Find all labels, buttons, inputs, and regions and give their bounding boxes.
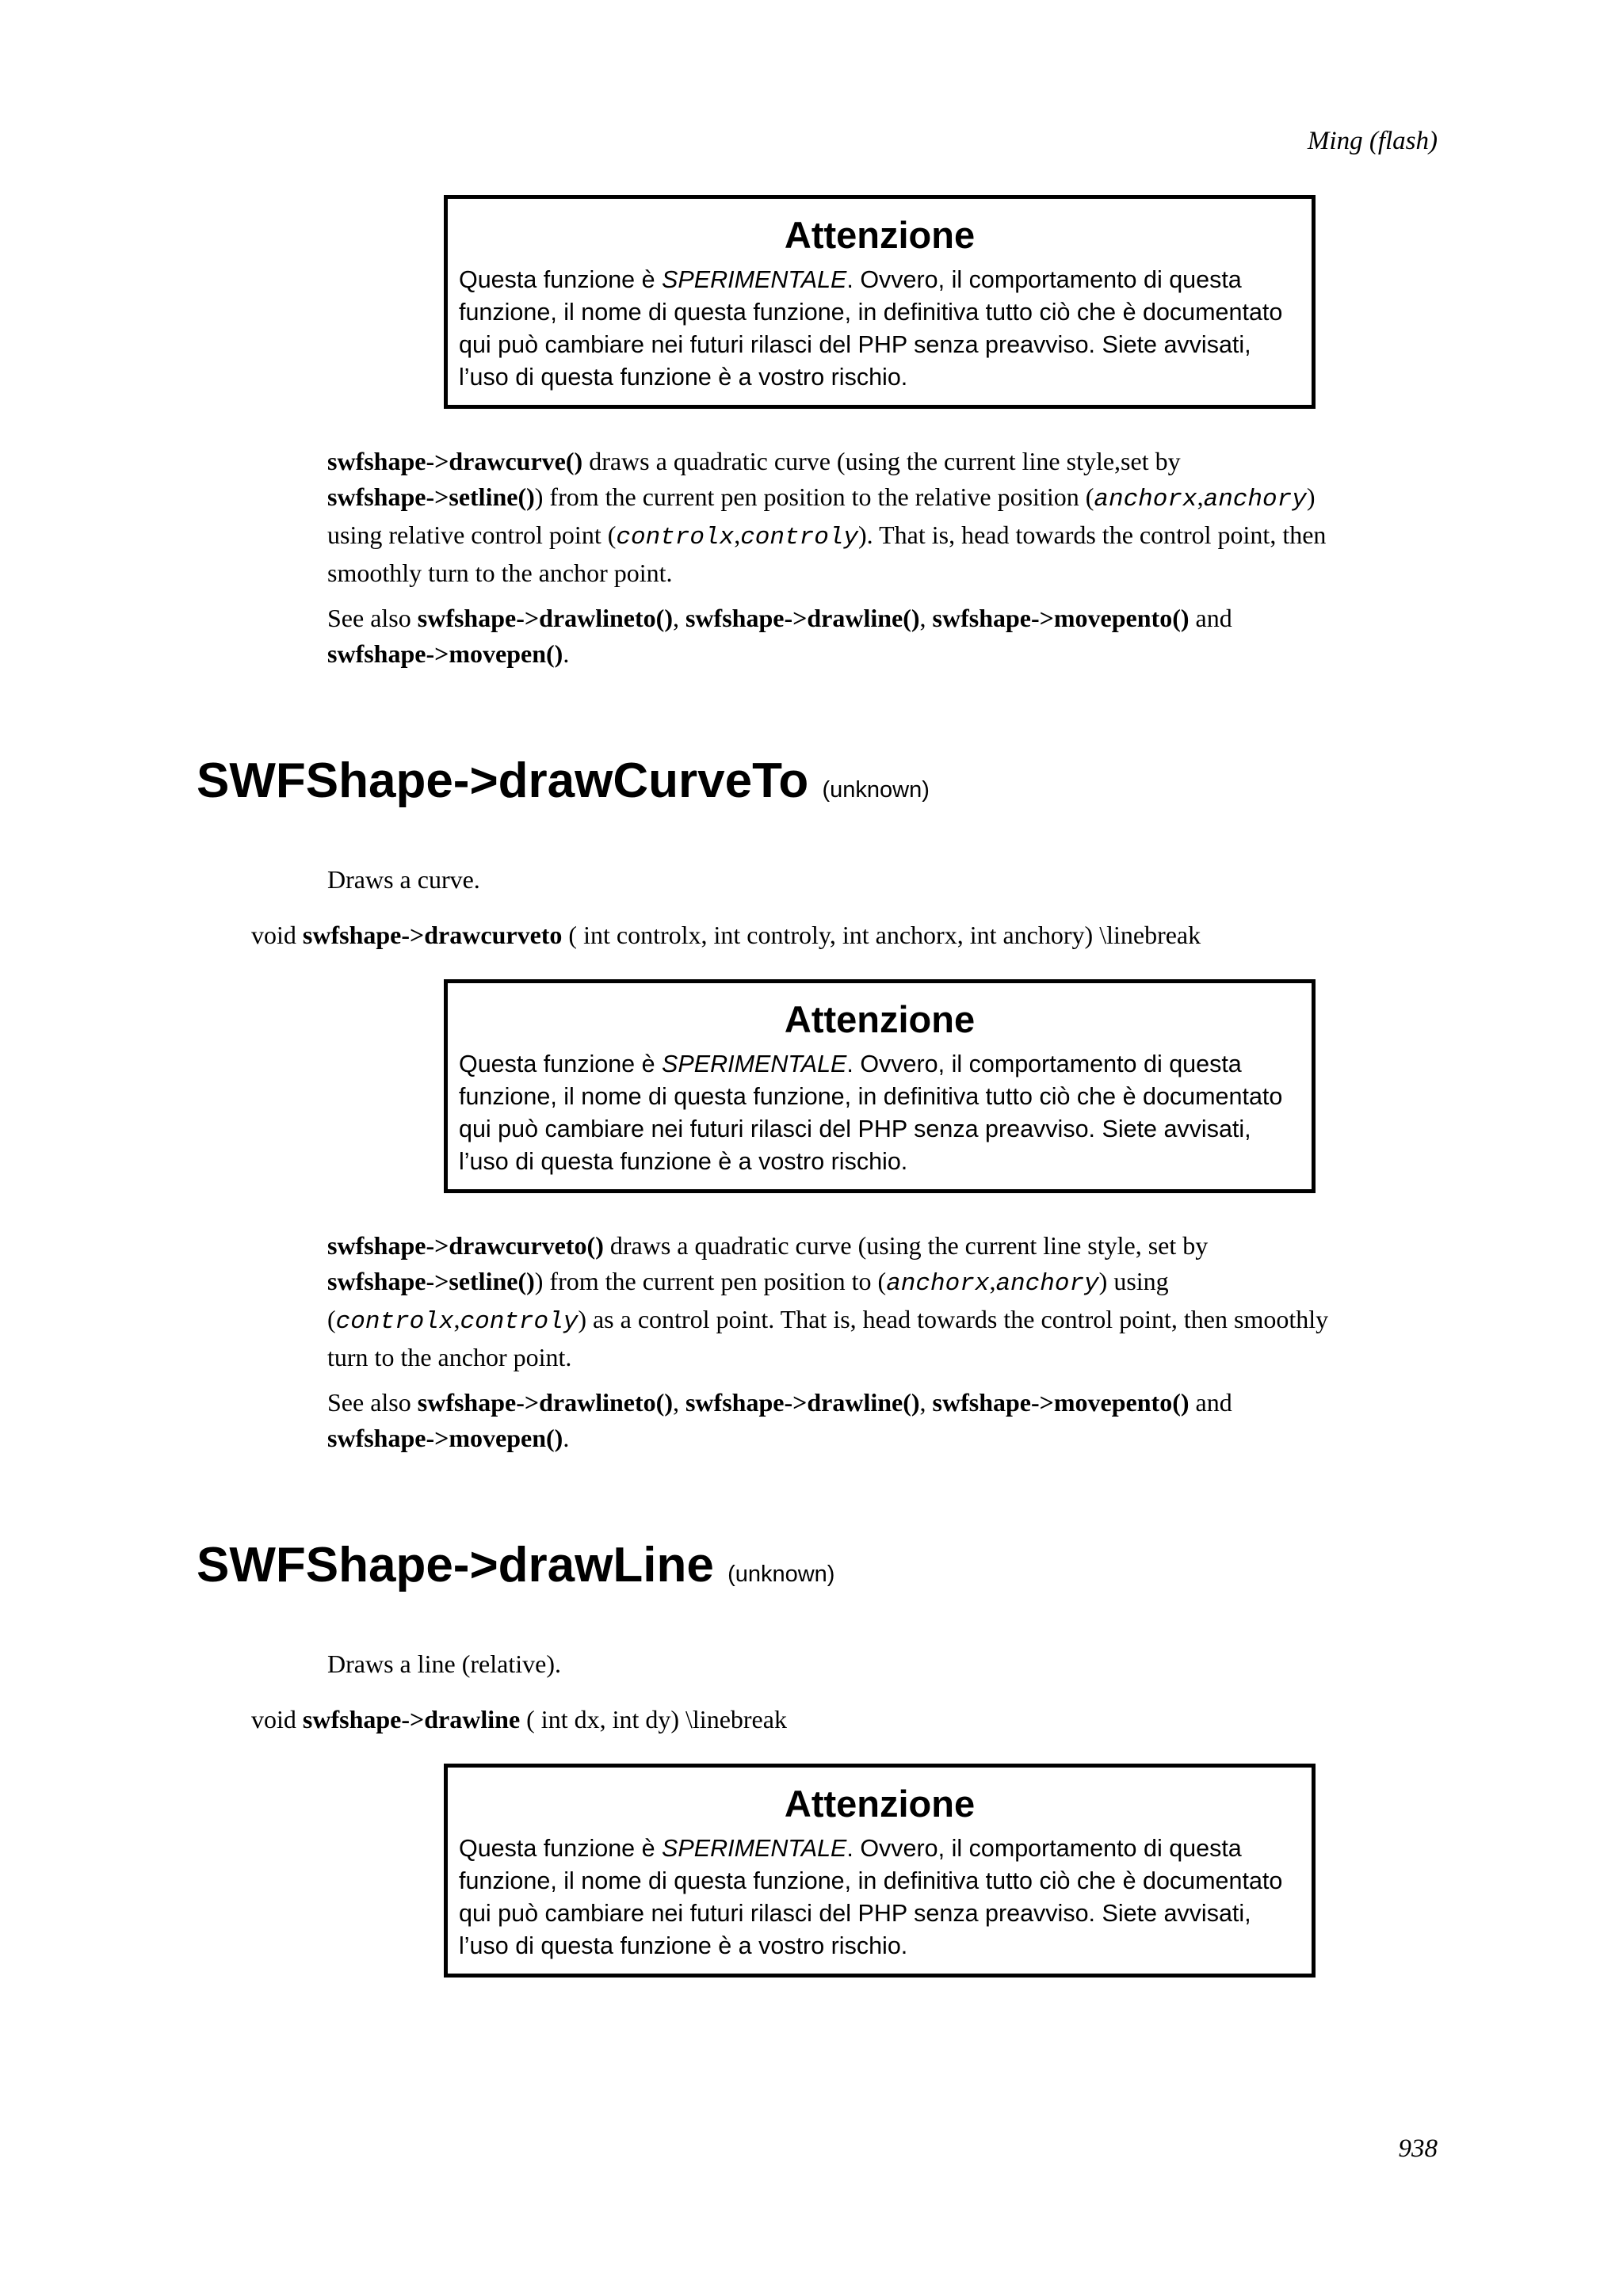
parameter: anchorx [1094,486,1197,513]
function-ref: swfshape->setline() [327,482,535,511]
text: , [672,1388,685,1417]
warning-title: Attenzione [784,214,976,256]
warning-text: Questa funzione è [459,1835,663,1862]
warning-text: Questa funzione è [459,1051,663,1077]
warning-line: qui può cambiare nei futuri rilasci del PHP senza preavviso. Siete avvisati, [459,331,1251,358]
text: ) from the current pen position to the relative position ( [534,482,1094,511]
warning-emphasis: SPERIMENTALE [662,1835,847,1862]
warning-line: l’uso di questa funzione è a vostro rischio. [459,1148,908,1175]
warning-line: qui può cambiare nei futuri rilasci del PHP senza preavviso. Siete avvisati, [459,1116,1251,1142]
text: ) as a control point. That is, head towards the control point, then smoothly [578,1305,1329,1333]
warning-body [448,257,1312,394]
text: . [563,1424,570,1452]
text: and [1189,604,1232,632]
text: using relative control point ( [327,521,617,549]
function-args: ( int controlx, int controly, int anchorx, int anchory) \linebreak [562,921,1201,949]
function-ref: swfshape->drawcurve() [327,447,583,475]
function-ref: swfshape->drawcurveto() [327,1231,604,1260]
see-also-paragraph [327,1385,1437,1456]
warning-text: . Ovvero, il comportamento di questa [846,1835,1242,1862]
warning-text: Questa funzione è [459,266,663,293]
see-also-paragraph [327,601,1437,672]
function-link[interactable]: swfshape->movepento() [932,1388,1190,1417]
purpose-text: Draws a curve. [327,865,480,894]
parameter: anchorx [886,1270,990,1298]
return-type: void [251,921,303,949]
warning-line [459,1048,1300,1081]
function-args: ( int dx, int dy) \linebreak [520,1705,787,1733]
warning-line: l’uso di questa funzione è a vostro rischio. [459,364,908,391]
warning-body [448,1826,1312,1962]
text: draws a quadratic curve (using the current line style,set by [582,447,1181,475]
version-tag: (unknown) [727,1562,835,1587]
warning-title: Attenzione [784,998,976,1040]
warning-text: . Ovvero, il comportamento di questa [846,266,1242,293]
text: , [919,1388,933,1417]
function-synopsis [251,1705,787,1734]
function-link[interactable]: swfshape->drawlineto() [417,1388,673,1417]
text: , [672,604,685,632]
function-ref: swfshape->setline() [327,1267,535,1295]
text: ). That is, head towards the control point, then [858,521,1327,549]
text: See also [327,604,418,632]
warning-box [444,1764,1316,1978]
parameter: anchory [995,1270,1099,1298]
text: turn to the anchor point. [327,1343,572,1371]
warning-line [459,1833,1300,1865]
parameter: controlx [335,1308,454,1336]
description-paragraph [327,1228,1437,1375]
parameter: anchory [1203,486,1307,513]
section-title [197,753,930,809]
purpose-text: Draws a line (relative). [327,1650,561,1678]
warning-line: qui può cambiare nei futuri rilasci del PHP senza preavviso. Siete avvisati, [459,1900,1251,1927]
function-name: swfshape->drawcurveto [302,921,563,949]
warning-line: funzione, il nome di questa funzione, in definitiva tutto ciò che è documentato [459,1867,1283,1894]
section-title-text: SWFShape->drawLine [197,1538,714,1592]
text: , [989,1267,996,1295]
function-link[interactable]: swfshape->drawline() [685,1388,920,1417]
function-link[interactable]: swfshape->drawline() [685,604,920,632]
text: ) from the current pen position to ( [534,1267,887,1295]
section-title-text: SWFShape->drawCurveTo [197,753,809,808]
text: draws a quadratic curve (using the current line style, set by [603,1231,1209,1260]
section-title [197,1537,834,1593]
warning-box [444,979,1316,1193]
warning-line [459,264,1300,296]
warning-emphasis: SPERIMENTALE [662,1051,847,1077]
function-link[interactable]: swfshape->drawlineto() [417,604,673,632]
description-paragraph [327,444,1437,591]
text: ) using [1098,1267,1169,1295]
warning-body [448,1042,1312,1178]
warning-line: funzione, il nome di questa funzione, in definitiva tutto ciò che è documentato [459,299,1283,326]
function-name: swfshape->drawline [302,1705,521,1733]
function-link[interactable]: swfshape->movepen() [327,639,563,668]
text: , [453,1305,460,1333]
function-link[interactable]: swfshape->movepen() [327,1424,563,1452]
return-type: void [251,1705,303,1733]
version-tag: (unknown) [822,777,930,803]
running-header: Ming (flash) [1307,127,1438,155]
warning-box [444,195,1316,409]
warning-line: l’uso di questa funzione è a vostro rischio. [459,1932,908,1959]
parameter: controlx [616,524,735,551]
text: ) [1306,482,1316,511]
parameter: controly [740,524,859,551]
warning-line: funzione, il nome di questa funzione, in definitiva tutto ciò che è documentato [459,1083,1283,1110]
text: , [1197,482,1204,511]
function-link[interactable]: swfshape->movepento() [932,604,1190,632]
text: , [919,604,933,632]
text: smoothly turn to the anchor point. [327,559,673,587]
text: , [734,521,741,549]
function-synopsis [251,921,1201,950]
warning-text: . Ovvero, il comportamento di questa [846,1051,1242,1077]
warning-emphasis: SPERIMENTALE [662,266,847,293]
text: ( [327,1305,336,1333]
text: . [563,639,570,668]
page-number: 938 [1398,2134,1438,2163]
parameter: controly [460,1308,579,1336]
text: and [1189,1388,1232,1417]
warning-title: Attenzione [784,1783,976,1825]
text: See also [327,1388,418,1417]
